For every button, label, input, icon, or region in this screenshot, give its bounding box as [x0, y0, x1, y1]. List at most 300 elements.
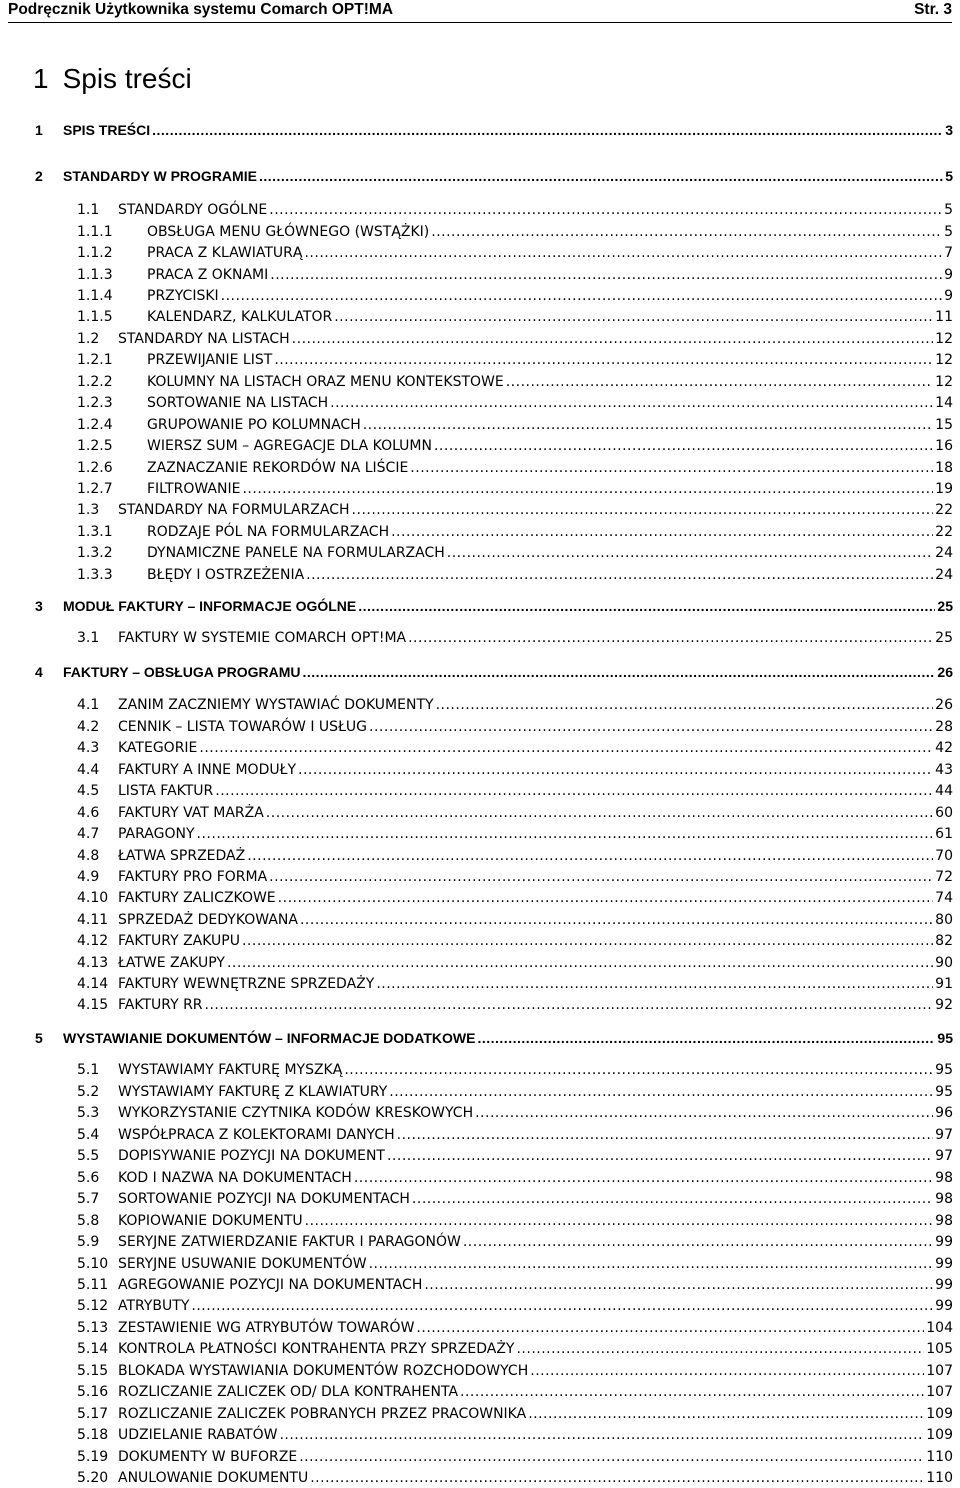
- toc-entry-page: 99: [935, 1234, 953, 1250]
- toc-entry[interactable]: [77, 1232, 953, 1252]
- toc-entry-number: 2: [35, 168, 43, 184]
- toc-dot-leader: [397, 1125, 934, 1145]
- toc-entry[interactable]: [77, 350, 953, 370]
- toc-entry[interactable]: [77, 500, 953, 520]
- toc-entry-page: 109: [926, 1406, 953, 1422]
- toc-entry[interactable]: [77, 717, 953, 737]
- toc-entry-number: 1.3.3: [77, 567, 113, 583]
- toc-entry[interactable]: [77, 265, 953, 285]
- toc-dot-leader: [369, 1254, 934, 1274]
- toc-entry[interactable]: [77, 1425, 953, 1445]
- toc-entry-title: KOD I NAZWA NA DOKUMENTACH: [118, 1170, 352, 1186]
- toc-entry-title: FILTROWANIE: [147, 481, 241, 497]
- toc-dot-leader: [304, 243, 942, 263]
- toc-entry-title: ZANIM ZACZNIEMY WYSTAWIAĆ DOKUMENTY: [118, 697, 434, 713]
- toc-entry[interactable]: [77, 200, 953, 220]
- toc-entry-title: ZESTAWIENIE WG ATRYBUTÓW TOWARÓW: [118, 1320, 415, 1336]
- toc-dot-leader: [477, 1028, 935, 1048]
- toc-entry-title: PRZYCISKI: [147, 288, 219, 304]
- toc-entry[interactable]: [77, 1361, 953, 1381]
- toc-entry-title: GRUPOWANIE PO KOLUMNACH: [147, 417, 361, 433]
- toc-entry-number: 5.8: [77, 1213, 100, 1229]
- toc-entry-page: 82: [935, 933, 953, 949]
- toc-dot-leader: [460, 1382, 924, 1402]
- toc-dot-leader: [274, 350, 933, 370]
- toc-entry-title: WIERSZ SUM – AGREGACJE DLA KOLUMN: [147, 438, 432, 454]
- toc-entry-number: 4.3: [77, 740, 100, 756]
- toc-entry-title: PRACA Z OKNAMI: [147, 267, 269, 283]
- toc-entry-number: 4.6: [77, 805, 100, 821]
- toc-entry-title: ATRYBUTY: [118, 1298, 190, 1314]
- toc-dot-leader: [463, 1232, 933, 1252]
- toc-entry-title: UDZIELANIE RABATÓW: [118, 1427, 278, 1443]
- toc-entry-title: KONTROLA PŁATNOŚCI KONTRAHENTA PRZY SPRZEDAŻY: [118, 1341, 515, 1357]
- toc-dot-leader: [221, 286, 942, 306]
- toc-entry[interactable]: [77, 1404, 953, 1424]
- toc-dot-leader: [259, 166, 943, 186]
- toc-entry-page: 9: [944, 288, 953, 304]
- toc-entry-title: SPRZEDAŻ DEDYKOWANA: [118, 912, 298, 928]
- toc-entry[interactable]: [77, 867, 953, 887]
- toc-dot-leader: [215, 781, 933, 801]
- toc-entry-page: 95: [935, 1084, 953, 1100]
- toc-entry-title: CENNIK – LISTA TOWARÓW I USŁUG: [118, 719, 368, 735]
- toc-entry-title: WYKORZYSTANIE CZYTNIKA KODÓW KRESKOWYCH: [118, 1105, 474, 1121]
- toc-entry-number: 5.17: [77, 1406, 109, 1422]
- toc-entry-number: 1.1: [77, 202, 100, 218]
- toc-entry-number: 5.13: [77, 1320, 109, 1336]
- toc-dot-leader: [310, 1468, 924, 1488]
- toc-dot-leader: [205, 995, 934, 1015]
- toc-entry[interactable]: [77, 1103, 953, 1123]
- toc-entry[interactable]: [77, 628, 953, 648]
- toc-dot-leader: [424, 1275, 933, 1295]
- toc-entry-title: STANDARDY W PROGRAMIE: [63, 168, 257, 184]
- toc-entry-number: 1.1.4: [77, 288, 113, 304]
- toc-dot-leader: [387, 1146, 933, 1166]
- toc-entry[interactable]: [77, 1339, 953, 1359]
- toc-entry-number: 1.2.6: [77, 460, 113, 476]
- toc-entry[interactable]: [77, 479, 953, 499]
- toc-dot-leader: [389, 1082, 933, 1102]
- toc-entry-title: KATEGORIE: [118, 740, 198, 756]
- toc-entry-number: 4.5: [77, 783, 100, 799]
- toc-entry-number: 4.4: [77, 762, 100, 778]
- toc-dot-leader: [354, 1168, 933, 1188]
- page-title-number: 1: [33, 63, 49, 94]
- page-title: [33, 63, 192, 95]
- toc-entry-title: ROZLICZANIE ZALICZEK POBRANYCH PRZEZ PRACOWNIKA: [118, 1406, 527, 1422]
- toc-entry[interactable]: [77, 931, 953, 951]
- toc-entry-page: 28: [935, 719, 953, 735]
- toc-dot-leader: [242, 479, 933, 499]
- toc-dot-leader: [227, 953, 933, 973]
- toc-entry[interactable]: [77, 738, 953, 758]
- toc-entry-page: 19: [935, 481, 953, 497]
- toc-entry[interactable]: [77, 1060, 953, 1080]
- toc-entry-page: 92: [935, 997, 953, 1013]
- toc-entry-title: ROZLICZANIE ZALICZEK OD/ DLA KONTRAHENTA: [118, 1384, 459, 1400]
- toc-entry-title: PRZEWIJANIE LIST: [147, 352, 273, 368]
- toc-entry[interactable]: [77, 286, 953, 306]
- toc-entry-page: 44: [935, 783, 953, 799]
- toc-entry-title: WYSTAWIANIE DOKUMENTÓW – INFORMACJE DODATKOWE: [63, 1030, 476, 1046]
- toc-entry-number: 1.2.2: [77, 374, 113, 390]
- toc-entry-title: FAKTURY VAT MARŻA: [118, 805, 264, 821]
- toc-dot-leader: [269, 867, 933, 887]
- toc-dot-leader: [475, 1103, 933, 1123]
- toc-entry-number: 5.16: [77, 1384, 109, 1400]
- toc-entry[interactable]: [77, 436, 953, 456]
- toc-entry-number: 4.7: [77, 826, 100, 842]
- toc-entry-number: 1.1.2: [77, 245, 113, 261]
- toc-entry-title: FAKTURY – OBSŁUGA PROGRAMU: [63, 664, 301, 680]
- toc-entry-page: 12: [935, 352, 953, 368]
- toc-entry[interactable]: [77, 415, 953, 435]
- toc-entry-number: 5.7: [77, 1191, 100, 1207]
- toc-entry[interactable]: [77, 846, 953, 866]
- toc-entry-title: FAKTURY ZALICZKOWE: [118, 890, 276, 906]
- toc-entry-title: STANDARDY NA FORMULARZACH: [118, 502, 350, 518]
- toc-entry[interactable]: [77, 760, 953, 780]
- toc-dot-leader: [300, 910, 933, 930]
- toc-entry-page: 97: [935, 1148, 953, 1164]
- toc-entry-page: 99: [935, 1256, 953, 1272]
- toc-entry-page: 61: [935, 826, 953, 842]
- toc-entry[interactable]: [77, 372, 953, 392]
- toc-entry-title: SERYJNE USUWANIE DOKUMENTÓW: [118, 1256, 367, 1272]
- toc-entry-page: 110: [926, 1470, 953, 1486]
- toc-entry-number: 5: [35, 1030, 43, 1046]
- toc-entry[interactable]: [77, 1146, 953, 1166]
- toc-entry[interactable]: [77, 222, 953, 242]
- toc-entry-title: WSPÓŁPRACA Z KOLEKTORAMI DANYCH: [118, 1127, 395, 1143]
- toc-entry-page: 5: [944, 202, 953, 218]
- toc-entry[interactable]: [77, 803, 953, 823]
- toc-entry-number: 3.1: [77, 630, 100, 646]
- toc-entry-page: 24: [935, 545, 953, 561]
- toc-dot-leader: [247, 846, 933, 866]
- toc-entry-number: 4.9: [77, 869, 100, 885]
- toc-entry-number: 3: [35, 598, 43, 614]
- toc-entry-title: LISTA FAKTUR: [118, 783, 214, 799]
- toc-dot-leader: [152, 120, 943, 140]
- toc-entry-number: 1.1.5: [77, 309, 113, 325]
- toc-entry-page: 5: [945, 168, 953, 184]
- page-title-text: Spis treści: [62, 63, 192, 94]
- toc-entry-number: 5.1: [77, 1062, 100, 1078]
- toc-dot-leader: [334, 307, 933, 327]
- toc-entry-page: 43: [935, 762, 953, 778]
- toc-entry-title: KOPIOWANIE DOKUMENTU: [118, 1213, 303, 1229]
- toc-entry-number: 5.4: [77, 1127, 100, 1143]
- toc-entry-page: 22: [935, 524, 953, 540]
- toc-entry-page: 60: [935, 805, 953, 821]
- toc-entry-title: FAKTURY PRO FORMA: [118, 869, 268, 885]
- toc-entry-title: SORTOWANIE POZYCJI NA DOKUMENTACH: [118, 1191, 410, 1207]
- toc-entry-page: 15: [935, 417, 953, 433]
- toc-entry-page: 18: [935, 460, 953, 476]
- toc-dot-leader: [528, 1404, 924, 1424]
- toc-dot-leader: [270, 265, 942, 285]
- toc-entry-page: 107: [926, 1363, 953, 1379]
- toc-entry[interactable]: [77, 393, 953, 413]
- toc-dot-leader: [431, 222, 942, 242]
- toc-entry-number: 1.2.5: [77, 438, 113, 454]
- toc-entry-page: 12: [935, 331, 953, 347]
- toc-dot-leader: [408, 628, 933, 648]
- toc-entry-title: KALENDARZ, KALKULATOR: [147, 309, 333, 325]
- toc-entry[interactable]: [77, 1211, 953, 1231]
- toc-entry-title: BLOKADA WYSTAWIANIA DOKUMENTÓW ROZCHODOWYCH: [118, 1363, 529, 1379]
- toc-entry-number: 4.15: [77, 997, 109, 1013]
- toc-entry[interactable]: [77, 307, 953, 327]
- toc-dot-leader: [530, 1361, 924, 1381]
- toc-entry-title: FAKTURY RR: [118, 997, 203, 1013]
- toc-entry-title: FAKTURY WEWNĘTRZNE SPRZEDAŻY: [118, 976, 375, 992]
- toc-entry-number: 5.14: [77, 1341, 109, 1357]
- toc-entry-page: 98: [935, 1170, 953, 1186]
- toc-dot-leader: [299, 1447, 924, 1467]
- toc-entry-page: 104: [926, 1320, 953, 1336]
- toc-entry-page: 11: [935, 309, 953, 325]
- toc-entry[interactable]: [77, 543, 953, 563]
- toc-entry-number: 5.12: [77, 1298, 109, 1314]
- toc-dot-leader: [298, 760, 933, 780]
- toc-dot-leader: [330, 393, 933, 413]
- toc-entry[interactable]: [77, 329, 953, 349]
- toc-entry-number: 1.3: [77, 502, 100, 518]
- toc-entry[interactable]: [77, 888, 953, 908]
- toc-entry-number: 5.15: [77, 1363, 109, 1379]
- toc-entry-number: 1.2.4: [77, 417, 113, 433]
- toc-dot-leader: [516, 1339, 924, 1359]
- toc-entry-page: 109: [926, 1427, 953, 1443]
- toc-entry-number: 5.5: [77, 1148, 100, 1164]
- toc-entry[interactable]: [77, 995, 953, 1015]
- toc-entry[interactable]: [77, 1275, 953, 1295]
- toc-entry-page: 99: [935, 1298, 953, 1314]
- toc-entry[interactable]: [35, 662, 953, 682]
- toc-dot-leader: [303, 662, 936, 682]
- toc-dot-leader: [305, 1211, 934, 1231]
- toc-dot-leader: [191, 1296, 933, 1316]
- toc-entry-page: 98: [935, 1191, 953, 1207]
- toc-entry-number: 4.2: [77, 719, 100, 735]
- toc-dot-leader: [292, 329, 934, 349]
- toc-dot-leader: [447, 543, 933, 563]
- toc-entry-page: 110: [926, 1449, 953, 1465]
- toc-entry[interactable]: [35, 1028, 953, 1048]
- toc-entry[interactable]: [77, 243, 953, 263]
- toc-entry-title: STANDARDY OGÓLNE: [118, 202, 268, 218]
- toc-dot-leader: [352, 500, 934, 520]
- toc-entry[interactable]: [77, 1254, 953, 1274]
- toc-entry-page: 9: [944, 267, 953, 283]
- toc-entry-number: 5.9: [77, 1234, 100, 1250]
- toc-entry-number: 5.20: [77, 1470, 109, 1486]
- toc-entry-title: ZAZNACZANIE REKORDÓW NA LIŚCIE: [147, 460, 409, 476]
- toc-dot-leader: [369, 717, 933, 737]
- toc-entry[interactable]: [77, 1447, 953, 1467]
- toc-entry-number: 1: [35, 122, 43, 138]
- toc-entry-number: 1.2.7: [77, 481, 113, 497]
- toc-dot-leader: [269, 200, 942, 220]
- toc-dot-leader: [506, 372, 933, 392]
- toc-entry-title: DYNAMICZNE PANELE NA FORMULARZACH: [147, 545, 445, 561]
- toc-entry-title: STANDARDY NA LISTACH: [118, 331, 290, 347]
- toc-entry-title: WYSTAWIAMY FAKTURĘ MYSZKĄ: [118, 1062, 343, 1078]
- toc-dot-leader: [436, 695, 934, 715]
- toc-entry[interactable]: [77, 695, 953, 715]
- toc-entry-title: PARAGONY: [118, 826, 195, 842]
- toc-entry[interactable]: [77, 1189, 953, 1209]
- toc-dot-leader: [376, 974, 933, 994]
- toc-entry-page: 26: [937, 664, 953, 680]
- toc-entry-page: 22: [935, 502, 953, 518]
- toc-entry-page: 98: [935, 1213, 953, 1229]
- toc-entry-page: 80: [935, 912, 953, 928]
- toc-entry-page: 7: [944, 245, 953, 261]
- toc-entry-page: 24: [935, 567, 953, 583]
- toc-dot-leader: [242, 931, 933, 951]
- toc-dot-leader: [416, 1318, 924, 1338]
- toc-entry-number: 1.2: [77, 331, 100, 347]
- toc-entry-page: 16: [935, 438, 953, 454]
- toc-entry-title: SERYJNE ZATWIERDZANIE FAKTUR I PARAGONÓW: [118, 1234, 461, 1250]
- toc-entry-title: SPIS TREŚCI: [63, 122, 151, 138]
- toc-entry-number: 1.3.2: [77, 545, 113, 561]
- toc-entry-number: 5.3: [77, 1105, 100, 1121]
- toc-entry-page: 74: [935, 890, 953, 906]
- toc-entry[interactable]: [77, 1382, 953, 1402]
- toc-entry-number: 5.19: [77, 1449, 109, 1465]
- toc-entry-title: DOKUMENTY W BUFORZE: [118, 1449, 298, 1465]
- toc-entry-page: 91: [935, 976, 953, 992]
- toc-entry-page: 25: [937, 598, 953, 614]
- toc-entry-page: 99: [935, 1277, 953, 1293]
- toc-entry-number: 4: [35, 664, 43, 680]
- toc-dot-leader: [344, 1060, 933, 1080]
- header-page-label: Str. 3: [914, 1, 952, 18]
- toc-entry-number: 5.18: [77, 1427, 109, 1443]
- toc-dot-leader: [199, 738, 933, 758]
- header-title: Podręcznik Użytkownika systemu Comarch OPT!MA: [8, 1, 394, 18]
- toc-entry-page: 3: [945, 122, 953, 138]
- toc-entry[interactable]: [77, 1296, 953, 1316]
- toc-dot-leader: [363, 415, 933, 435]
- toc-entry-number: 1.2.1: [77, 352, 113, 368]
- toc-dot-leader: [412, 1189, 933, 1209]
- toc-entry[interactable]: [77, 1125, 953, 1145]
- toc-entry-title: PRACA Z KLAWIATURĄ: [147, 245, 303, 261]
- toc-dot-leader: [358, 596, 935, 616]
- toc-entry-title: FAKTURY A INNE MODUŁY: [118, 762, 297, 778]
- toc-entry-number: 5.10: [77, 1256, 109, 1272]
- toc-entry-page: 72: [935, 869, 953, 885]
- toc-entry-number: 4.8: [77, 848, 100, 864]
- toc-entry[interactable]: [35, 596, 953, 616]
- toc-entry-title: AGREGOWANIE POZYCJI NA DOKUMENTACH: [118, 1277, 423, 1293]
- toc-entry[interactable]: [77, 953, 953, 973]
- toc-dot-leader: [279, 1425, 924, 1445]
- toc-entry-page: 25: [935, 630, 953, 646]
- toc-dot-leader: [278, 888, 934, 908]
- toc-entry-page: 95: [935, 1062, 953, 1078]
- toc-entry-page: 5: [944, 224, 953, 240]
- toc-entry[interactable]: [77, 974, 953, 994]
- toc-dot-leader: [306, 565, 933, 585]
- page-header: [8, 0, 952, 23]
- toc-dot-leader: [434, 436, 933, 456]
- toc-entry-title: MODUŁ FAKTURY – INFORMACJE OGÓLNE: [63, 598, 357, 614]
- toc-entry-number: 1.1.1: [77, 224, 113, 240]
- toc-entry-title: RODZAJE PÓL NA FORMULARZACH: [147, 524, 390, 540]
- toc-entry-number: 1.1.3: [77, 267, 113, 283]
- toc-entry-number: 4.13: [77, 955, 109, 971]
- toc-entry-page: 105: [926, 1341, 953, 1357]
- toc-entry-title: FAKTURY ZAKUPU: [118, 933, 240, 949]
- toc-entry[interactable]: [77, 458, 953, 478]
- toc-dot-leader: [197, 824, 934, 844]
- toc-entry-number: 5.2: [77, 1084, 100, 1100]
- toc-entry-page: 42: [935, 740, 953, 756]
- toc-entry-title: DOPISYWANIE POZYCJI NA DOKUMENT: [118, 1148, 385, 1164]
- toc-dot-leader: [410, 458, 933, 478]
- toc-entry-title: FAKTURY W SYSTEMIE COMARCH OPT!MA: [118, 630, 407, 646]
- toc-entry-number: 4.1: [77, 697, 100, 713]
- toc-entry-number: 4.10: [77, 890, 109, 906]
- toc-entry-number: 4.11: [77, 912, 109, 928]
- toc-entry[interactable]: [77, 1468, 953, 1488]
- toc-dot-leader: [266, 803, 933, 823]
- toc-entry-page: 26: [935, 697, 953, 713]
- toc-entry-page: 90: [935, 955, 953, 971]
- toc-entry-page: 96: [935, 1105, 953, 1121]
- toc-entry-number: 5.11: [77, 1277, 109, 1293]
- toc-entry[interactable]: [35, 166, 953, 186]
- toc-entry-page: 14: [935, 395, 953, 411]
- toc-dot-leader: [391, 522, 933, 542]
- toc-entry[interactable]: [77, 522, 953, 542]
- toc-entry-number: 1.3.1: [77, 524, 113, 540]
- toc-entry-title: WYSTAWIAMY FAKTURĘ Z KLAWIATURY: [118, 1084, 388, 1100]
- toc-entry-title: OBSŁUGA MENU GŁÓWNEGO (WSTĄŻKI): [147, 224, 430, 240]
- toc-entry-title: KOLUMNY NA LISTACH ORAZ MENU KONTEKSTOWE: [147, 374, 504, 390]
- toc-entry[interactable]: [77, 1168, 953, 1188]
- toc-entry-title: SORTOWANIE NA LISTACH: [147, 395, 329, 411]
- toc-entry-page: 97: [935, 1127, 953, 1143]
- toc-entry[interactable]: [77, 1082, 953, 1102]
- toc-entry-title: ŁATWA SPRZEDAŻ: [118, 848, 246, 864]
- toc-entry[interactable]: [35, 120, 953, 140]
- toc-entry-page: 12: [935, 374, 953, 390]
- toc-entry[interactable]: [77, 824, 953, 844]
- toc-entry-title: BŁĘDY I OSTRZEŻENIA: [147, 567, 305, 583]
- toc-entry[interactable]: [77, 565, 953, 585]
- toc-entry-title: ANULOWANIE DOKUMENTU: [118, 1470, 309, 1486]
- toc-entry-number: 4.12: [77, 933, 109, 949]
- toc-entry-page: 70: [935, 848, 953, 864]
- toc-entry-page: 95: [937, 1030, 953, 1046]
- toc-entry-page: 107: [926, 1384, 953, 1400]
- toc-entry-number: 1.2.3: [77, 395, 113, 411]
- toc-entry-number: 5.6: [77, 1170, 100, 1186]
- toc-entry[interactable]: [77, 781, 953, 801]
- toc-entry[interactable]: [77, 1318, 953, 1338]
- toc-entry[interactable]: [77, 910, 953, 930]
- toc-entry-number: 4.14: [77, 976, 109, 992]
